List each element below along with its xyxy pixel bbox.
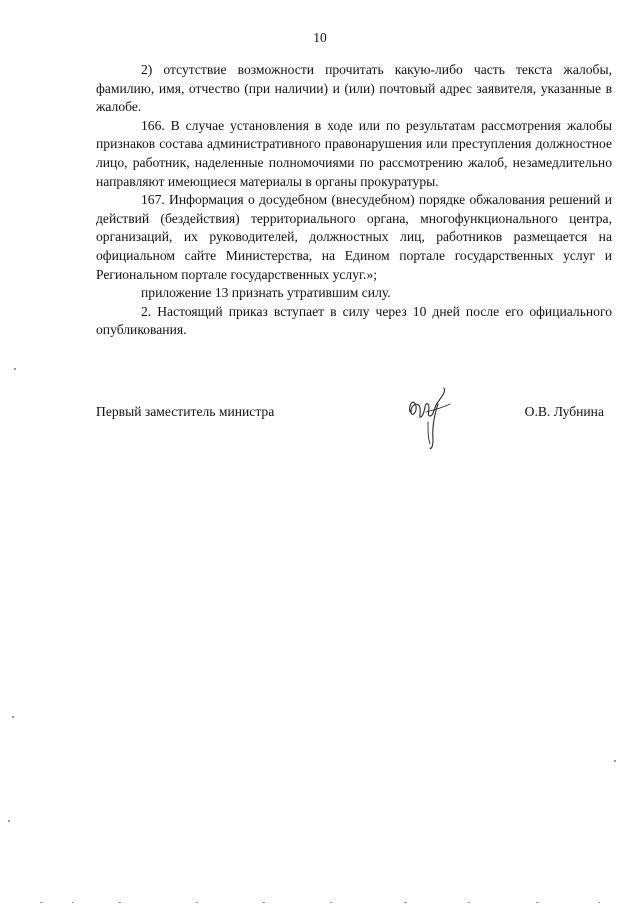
signatory-title: Первый заместитель министра bbox=[96, 404, 275, 419]
paragraph-appendix-13: приложение 13 признать утратившим силу. bbox=[141, 285, 391, 301]
scan-speck bbox=[614, 760, 616, 762]
scan-speck bbox=[14, 368, 16, 370]
signatory-name: О.В. Лубнина bbox=[524, 404, 604, 419]
scan-speck bbox=[8, 820, 10, 822]
paragraph-item-2: 2) отсутствие возможности прочитать какую-либо часть текста жалобы, фамилию, имя, отчество (при наличии) и (или) почтовый адрес заявителя, указанные в жалобе. bbox=[96, 62, 612, 115]
handwritten-signature bbox=[404, 382, 458, 452]
paragraph-167: 167. Информация о досудебном (внесудебном) порядке обжалования решений и действий (бездействия) территориального органа, многофункционального центра, организаций, их руководителей, должностных лиц, работников размещается на официальном сайте Министерства, на Едином портале государственных услуг и Региональном портале государственных услуг.»; bbox=[96, 192, 612, 282]
document-body bbox=[96, 61, 612, 340]
paragraph-166: 166. В случае установления в ходе или по результатам рассмотрения жалобы признаков состава административного правонарушения или преступления должностное лицо, работник, наделенные полномочиями по рассмотрению жалоб, незамедлительно направляют имеющиеся материалы в органы прокуратуры. bbox=[96, 117, 612, 189]
page-number: 10 bbox=[313, 30, 327, 45]
paragraph-order-effective: 2. Настоящий приказ вступает в силу через 10 дней после его официального опубликования. bbox=[96, 303, 612, 338]
scan-bottom-edge bbox=[0, 899, 640, 905]
scan-speck bbox=[12, 716, 14, 718]
